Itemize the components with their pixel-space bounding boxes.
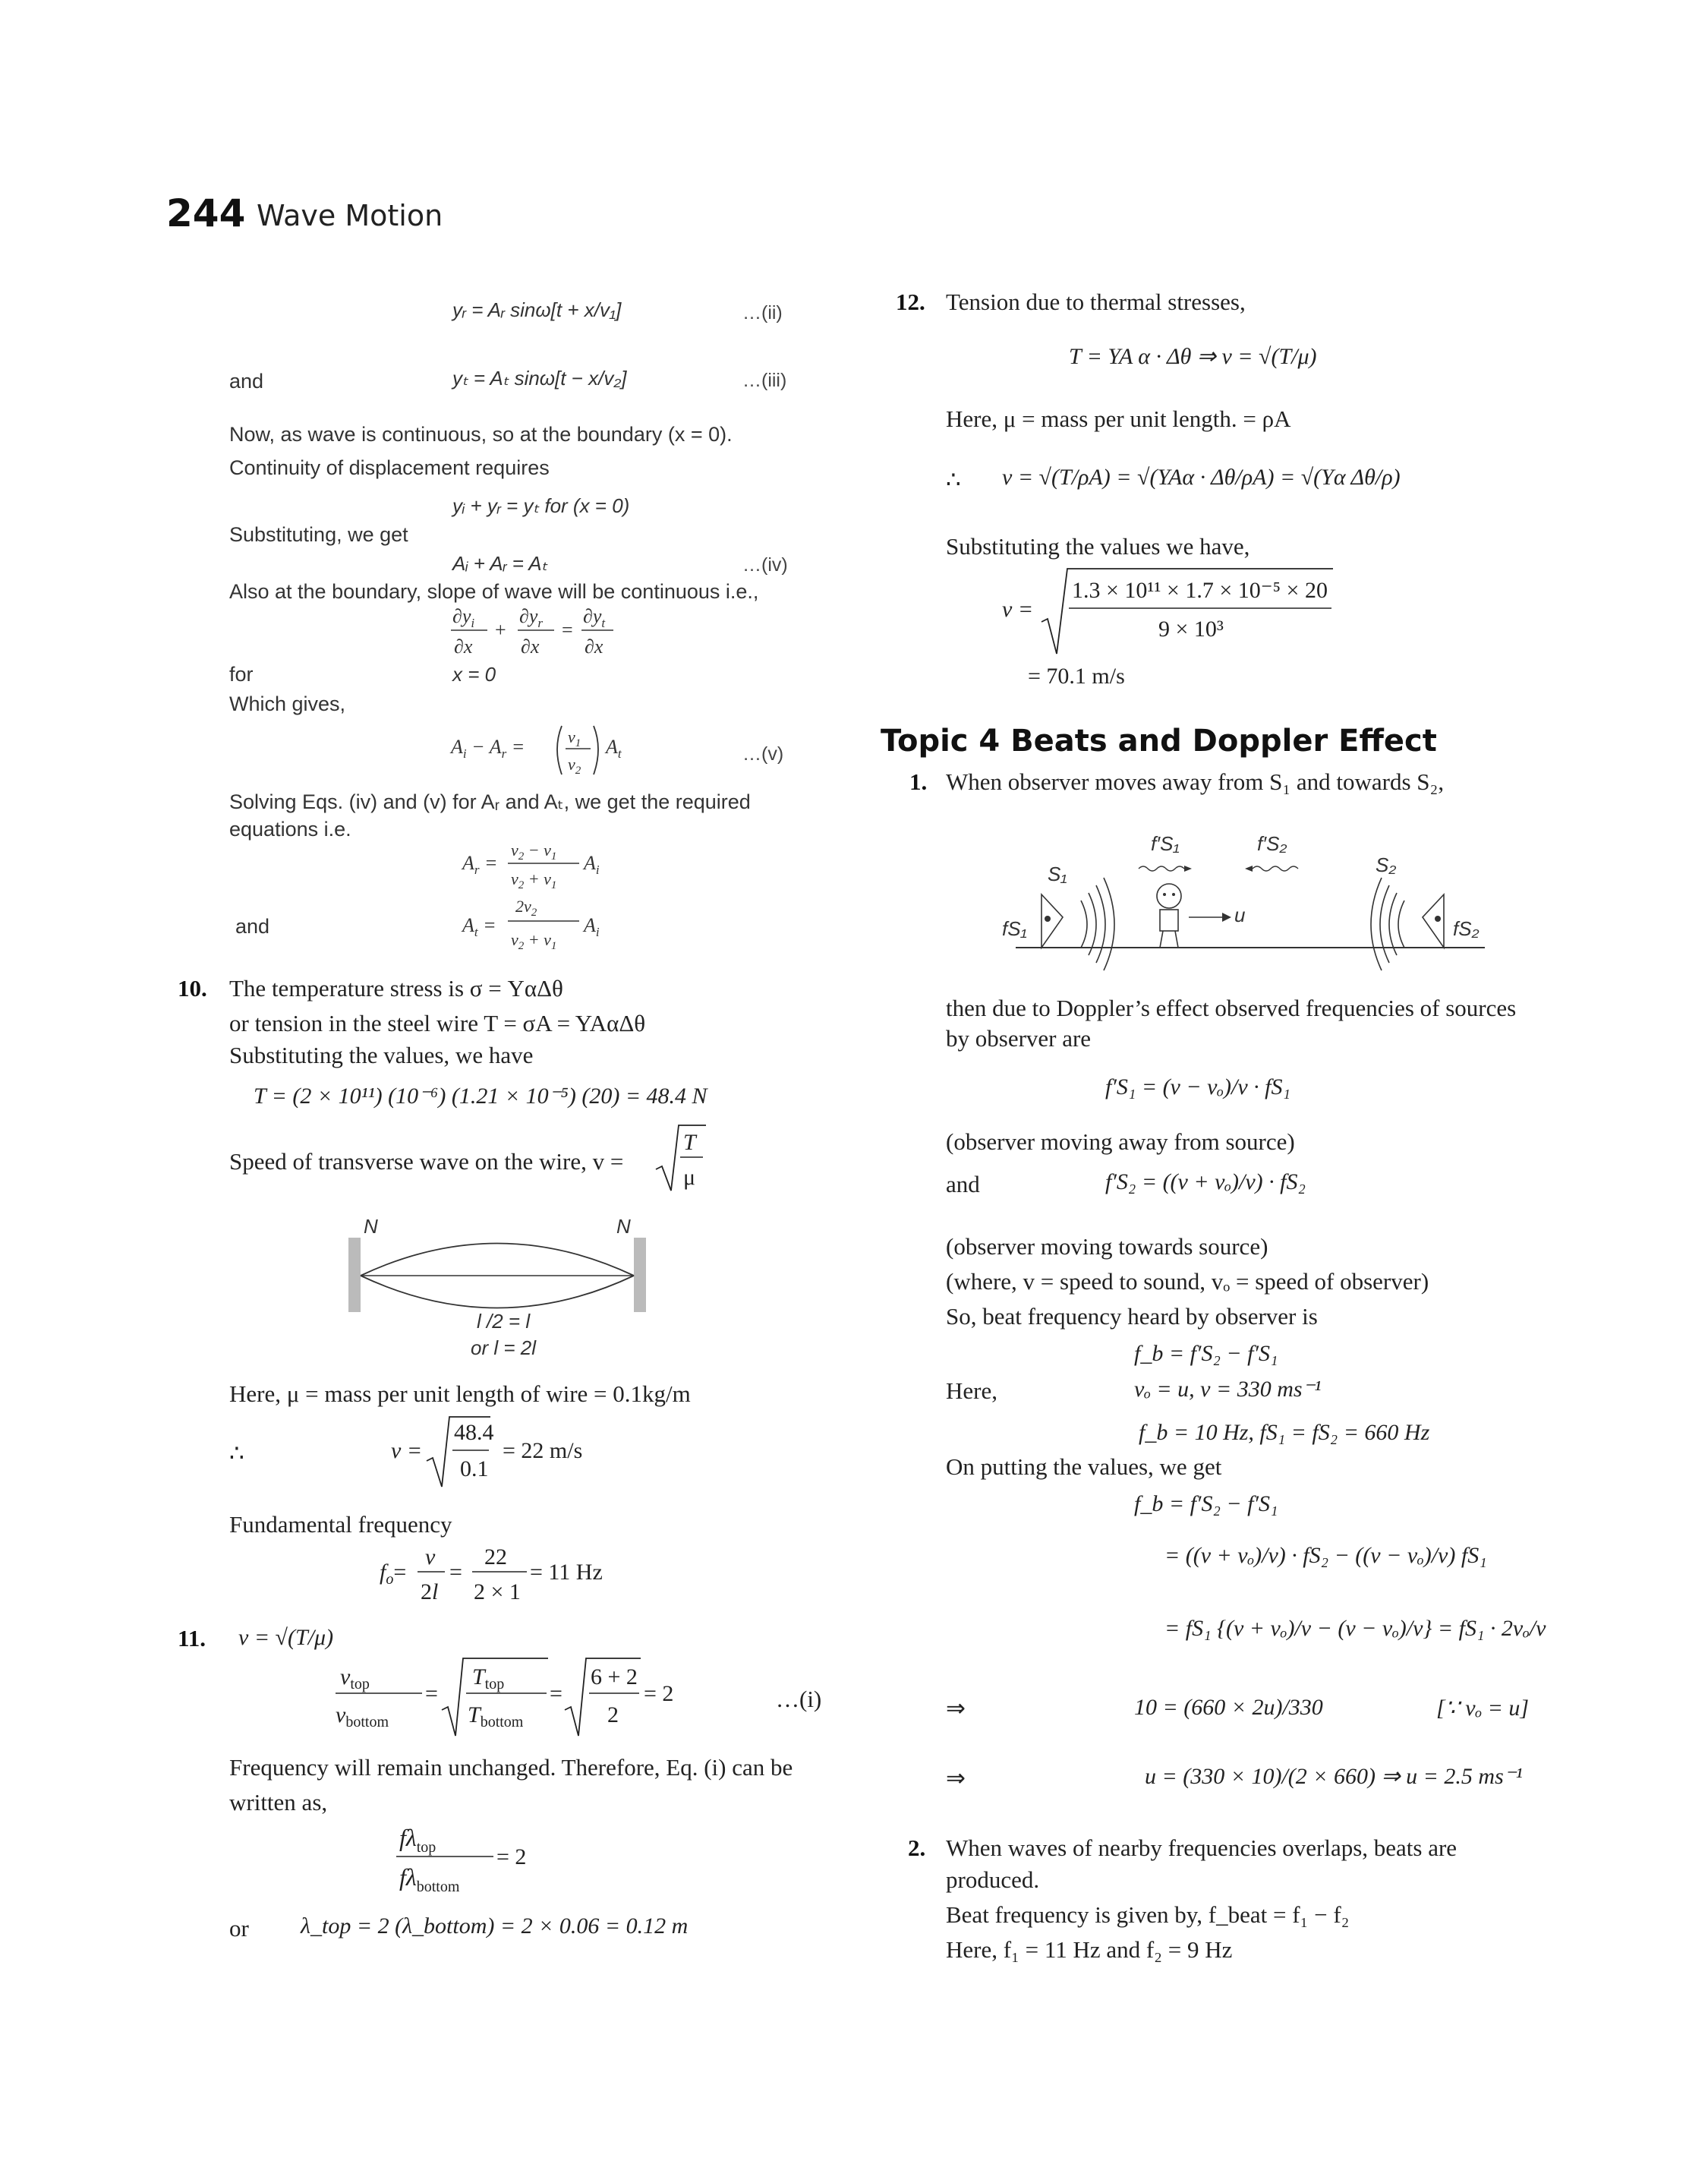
t2-line1: When waves of nearby frequencies overlaps, beats are — [946, 1834, 1457, 1861]
t1-line1: When observer moves away from S₁ and towards S₂, — [946, 768, 1445, 795]
t2-number: 2. — [908, 1834, 926, 1861]
q11-v-formula: v = √(T/μ) — [238, 1625, 334, 1650]
chapter-title: Wave Motion — [257, 199, 443, 232]
and-label-1: and — [229, 370, 264, 393]
text-solving: Solving Eqs. (iv) and (v) for Aᵣ and Aₜ, we get the required — [229, 790, 751, 813]
svg-text:vtop: $v_{top}$ — [340, 1664, 370, 1692]
eq-ar-at — [459, 839, 626, 961]
svg-text:At =: $A_t$ = — [462, 914, 496, 939]
q11-freq-line1: Frequency will remain unchanged. Therefore, Eq. (i) can be — [229, 1754, 793, 1781]
svg-text:∂x: ∂x — [521, 636, 540, 658]
text-slope: Also at the boundary, slope of wave will be continuous i.e., — [229, 580, 759, 603]
svg-text:∂x: ∂x — [585, 636, 603, 658]
t1-because: [∵ vₒ = u] — [1436, 1696, 1530, 1721]
t1-vals2: f_b = 10 Hz, fS₁ = fS₂ = 660 Hz — [1139, 1420, 1430, 1445]
text-continuity: Continuity of displacement requires — [229, 456, 550, 479]
svg-text:v2 − v1: $v_2 - v_1$ — [511, 841, 557, 863]
label-s2: S₂ — [1376, 853, 1397, 876]
svg-text:T: T — [683, 1130, 696, 1155]
svg-text:2 × 1: 2 × 1 — [474, 1579, 521, 1604]
svg-text:∂x: ∂x — [454, 636, 473, 658]
text-boundary: Now, as wave is continuous, so at the boundary (x = 0). — [229, 423, 733, 446]
q12-numerator: 1.3 × 10¹¹ × 1.7 × 10⁻⁵ × 20 — [1072, 578, 1328, 603]
fundamental-frequency-label: Fundamental frequency — [229, 1511, 452, 1538]
t1-vals1: vₒ = u, v = 330 ms⁻¹ — [1134, 1377, 1322, 1402]
label-fs1-prime: f′S₁ — [1151, 832, 1180, 855]
v-numerator: 48.4 — [454, 1420, 494, 1445]
t1-putting: On putting the values, we get — [946, 1453, 1222, 1480]
svg-text:+: + — [495, 619, 506, 641]
q12-line1: Tension due to thermal stresses, — [946, 289, 1246, 315]
svg-text:2v2: $2v_2$ — [515, 897, 537, 919]
node-label-left: N — [364, 1215, 378, 1238]
t1-fb2: f_b = f′S₂ − f′S₁ — [1134, 1491, 1278, 1516]
svg-text:vbottom: $v_{bottom}$ — [336, 1702, 389, 1730]
topic-heading: Topic 4 Beats and Doppler Effect — [881, 724, 1437, 759]
eq-yr — [452, 298, 621, 322]
svg-text:v: v — [425, 1544, 436, 1569]
t2-line4: Here, f₁ = 11 Hz and f₂ = 9 Hz — [946, 1936, 1233, 1963]
and-label-2: and — [235, 915, 270, 938]
or-label: or — [229, 1915, 249, 1942]
therefore-symbol: ∴ — [229, 1440, 244, 1466]
q12-subst: Substituting the values we have, — [946, 533, 1250, 560]
label-u: u — [1234, 904, 1246, 926]
x-zero: x = 0 — [452, 663, 496, 686]
t1-here: Here, — [946, 1377, 997, 1404]
svg-text:6 + 2: 6 + 2 — [591, 1664, 638, 1689]
right-wall — [634, 1238, 646, 1312]
t1-where: (where, v = speed to sound, vₒ = speed of observer) — [946, 1268, 1429, 1295]
t1-fb: f_b = f′S₂ − f′S₁ — [1134, 1341, 1278, 1366]
q12-denominator: 9 × 10³ — [1158, 617, 1224, 642]
svg-text:∂yr: $\partial y_r$ — [519, 605, 544, 630]
label-s1: S₁ — [1048, 863, 1067, 885]
t1-and: and — [946, 1171, 980, 1197]
t2-line3: Beat frequency is given by, f_beat = f₁ − f₂ — [946, 1901, 1350, 1928]
svg-text:Ai: $A_i$ — [584, 852, 600, 877]
eq-yt: yₜ = Aₜ sinω[t − x/v₂] — [452, 367, 627, 390]
svg-text:2l: 2l — [421, 1579, 439, 1604]
q10-line2: or tension in the steel wire T = σA = YAαΔθ — [229, 1010, 646, 1036]
t1-eq2: f′S₂ = ((v + vₒ)/v) · fS₂ — [1105, 1169, 1306, 1194]
t1-so: So, beat frequency heard by observer is — [946, 1303, 1318, 1330]
q11-number: 11. — [178, 1625, 206, 1651]
q12-eq1: T = YA α · Δθ ⇒ v = √(T/μ) — [1069, 344, 1317, 369]
t1-expansion1: = ((v + vₒ)/v) · fS₂ − ((v − vₒ)/v) fS₁ — [1164, 1543, 1487, 1568]
svg-text:=: = — [449, 1560, 462, 1585]
eq-partial-derivatives — [448, 601, 615, 662]
t1-expansion2: = fS₁ {(v + vₒ)/v − (v − vₒ)/v} = fS₁ · 2vₒ/v — [1164, 1616, 1546, 1641]
fig-caption-1: l /2 = l — [477, 1310, 531, 1333]
for-label: for — [229, 663, 254, 686]
t2-line2: produced. — [946, 1866, 1040, 1893]
text-equations: equations i.e. — [229, 818, 351, 841]
svg-text:fλtop: $f\lambda_{top}$ — [399, 1824, 436, 1856]
svg-text:v2 + v1: $v_2 + v_1$ — [511, 869, 557, 891]
q12-therefore: ∴ — [946, 466, 961, 493]
q10-number: 10. — [178, 975, 207, 1002]
t1-number: 1. — [909, 768, 928, 795]
q11-ratio-equation — [334, 1655, 674, 1739]
q12-eq2: v = √(T/ρA) = √(YAα · Δθ/ρA) = √(Yα Δθ/ρ) — [1002, 465, 1401, 490]
svg-text:Tbottom: $T_{bottom}$ — [468, 1702, 524, 1730]
node-label-right: N — [616, 1215, 631, 1238]
which-gives: Which gives, — [229, 692, 346, 715]
doppler-diagram — [1002, 828, 1488, 972]
doppler-drawing — [1002, 828, 1488, 972]
v-label: v = — [391, 1438, 423, 1463]
t1-u-eq: u = (330 × 10)/(2 × 660) ⇒ u = 2.5 ms⁻¹ — [1145, 1764, 1523, 1789]
svg-text:∂yt: $\partial y_t$ — [583, 605, 606, 630]
q12-v-label: v = — [1002, 597, 1034, 622]
t1-then-line1: then due to Doppler’s effect observed frequencies of sources — [946, 995, 1517, 1021]
tag-ii: …(ii) — [742, 302, 783, 323]
svg-text:fo=: $f_o=$ — [380, 1560, 407, 1588]
svg-text:=: = — [550, 1681, 563, 1706]
v-result: = 22 m/s — [503, 1438, 583, 1463]
q10-line1: The temperature stress is σ = YαΔθ — [229, 975, 563, 1002]
q10-mu-text: Here, μ = mass per unit length of wire = 0.1kg/m — [229, 1380, 691, 1407]
svg-text:∂yi: $\partial y_i$ — [452, 605, 475, 630]
eq-yr-text: yᵣ = Aᵣ sinω[t + x/v₁] — [452, 298, 622, 321]
q10-speed-text: Speed of transverse wave on the wire, v = — [229, 1148, 624, 1175]
q11-final: λ_top = 2 (λ_bottom) = 2 × 0.06 = 0.12 m — [301, 1913, 689, 1939]
q12-mu: Here, μ = mass per unit length. = ρA — [946, 405, 1291, 432]
page-number: 244 — [166, 191, 246, 235]
svg-text:Ai − Ar =: $A_i - A_r$ = — [451, 736, 525, 761]
t1-ten-eq: 10 = (660 × 2u)/330 — [1134, 1695, 1323, 1720]
tag-v: …(v) — [742, 743, 784, 765]
fig-caption-2: or l = 2l — [471, 1336, 536, 1359]
svg-text:= 11 Hz: = 11 Hz — [530, 1560, 603, 1585]
t1-eq1: f′S₁ = (v − vₒ)/v · fS₁ — [1105, 1074, 1290, 1099]
svg-text:v2: $v_2$ — [568, 755, 581, 777]
svg-text:Ai: $A_i$ — [584, 914, 600, 939]
tag-iii: …(iii) — [742, 370, 787, 391]
svg-text:v1: $v_1$ — [568, 727, 581, 749]
t1-towards: (observer moving towards source) — [946, 1233, 1268, 1260]
label-fs2: fS₂ — [1453, 917, 1480, 940]
left-wall — [348, 1238, 361, 1312]
svg-text:v2 + v1: $v_2 + v_1$ — [511, 930, 557, 952]
svg-text:Ar =: $A_r$ = — [462, 852, 498, 877]
q10-tension: T = (2 × 10¹¹) (10⁻⁶) (1.21 × 10⁻⁵) (20) = 48.4 N — [254, 1084, 707, 1109]
tag-i: …(i) — [776, 1686, 822, 1712]
svg-text:22: 22 — [484, 1544, 507, 1569]
eq-fundamental-frequency — [378, 1541, 621, 1617]
q12-result: = 70.1 m/s — [1028, 664, 1125, 689]
svg-text:= 2: = 2 — [496, 1844, 527, 1869]
implies-2: ⇒ — [946, 1765, 966, 1791]
eq-v — [448, 720, 630, 781]
q12-number: 12. — [896, 289, 925, 315]
svg-text:μ: μ — [683, 1165, 696, 1190]
label-fs1: fS₁ — [1002, 917, 1027, 940]
svg-text:=: = — [425, 1681, 438, 1706]
v-denominator: 0.1 — [460, 1456, 489, 1481]
implies-1: ⇒ — [946, 1695, 966, 1721]
tag-iv: …(iv) — [742, 554, 788, 576]
svg-text:Ttop: $T_{top}$ — [472, 1664, 505, 1692]
text-substituting: Substituting, we get — [229, 523, 408, 546]
t1-away: (observer moving away from source) — [946, 1128, 1295, 1155]
svg-text:fλbottom: $f\lambda_{bottom}$ — [399, 1863, 460, 1895]
eq-iv: Aᵢ + Aᵣ = Aₜ — [452, 552, 548, 575]
svg-text:= 2: = 2 — [644, 1681, 674, 1706]
q11-f-lambda-ratio — [395, 1819, 547, 1894]
q10-line3: Substituting the values, we have — [229, 1042, 534, 1068]
label-fs2-prime: f′S₂ — [1257, 832, 1287, 855]
svg-text:=: = — [562, 619, 573, 641]
svg-text:2: 2 — [607, 1702, 619, 1727]
t1-then-line2: by observer are — [946, 1025, 1092, 1052]
svg-text:At: $A_t$ — [606, 736, 622, 761]
eq-displacement: yᵢ + yᵣ = yₜ for (x = 0) — [452, 494, 630, 517]
q11-freq-line2: written as, — [229, 1789, 328, 1815]
sqrt-t-over-mu — [654, 1122, 707, 1194]
